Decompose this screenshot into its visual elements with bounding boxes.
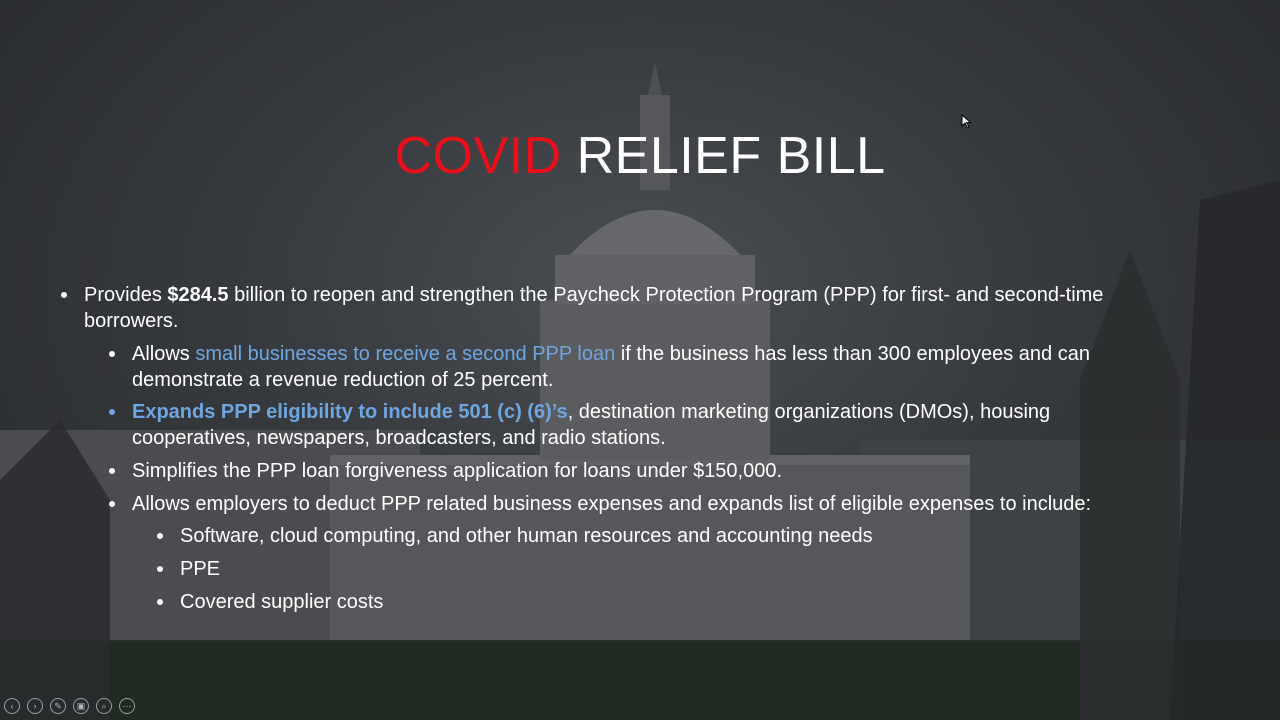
bullet-dot [109,409,115,415]
sub-bullet-supplier [180,589,1180,615]
bullet-dot [157,533,163,539]
funding-amount: $284.5 [167,284,229,306]
bullet-text: Software, cloud computing, and other human resources and accounting needs [180,525,873,547]
pen-icon[interactable]: ✎ [50,698,66,714]
bullet-dot [157,599,163,605]
bullet-text-line2: cooperatives, newspapers, broadcasters, and radio stations. [132,427,666,449]
bullet-dot [109,351,115,357]
bullet-dot [109,468,115,474]
slideshow-controls [4,698,135,716]
bullet-text: if the business has less than 300 employees and can [615,343,1090,365]
bullet-text: Simplifies the PPP loan forgiveness application for loans under $150,000. [132,460,783,482]
highlight-eligibility: Expands PPP eligibility to include 501 (c) (6)’s [132,401,568,423]
next-slide-icon[interactable]: › [27,698,43,714]
mouse-cursor-icon [961,114,973,130]
bullet-text: Allows [132,343,196,365]
bullet-forgiveness [132,458,1232,484]
bullet-expenses [132,491,1232,517]
bullet-dot [61,292,67,298]
more-options-icon[interactable]: ⋯ [119,698,135,714]
dome [565,210,745,260]
zoom-icon[interactable]: ⌕ [96,698,112,714]
slide-title [0,124,1280,188]
bullet-eligibility [132,399,1232,451]
bullet-second-loan [132,341,1232,393]
bullet-text-line2: demonstrate a revenue reduction of 25 percent. [132,369,554,391]
statue [648,62,662,95]
bullet-text-line2: borrowers. [84,310,179,332]
bullet-dot [157,566,163,572]
bullet-text: , destination marketing organizations (DMOs), housing [567,401,1051,423]
bullet-text: Provides [84,284,168,306]
title-red-word: COVID [394,127,562,185]
sub-bullet-ppe [180,556,1180,582]
bullet-text: Covered supplier costs [180,591,384,613]
previous-slide-icon[interactable]: ‹ [4,698,20,714]
sub-bullet-software [180,523,1180,549]
bullet-ppp-funding [84,282,1234,334]
bullet-text: Allows employers to deduct PPP related business expenses and expands list of eligible expenses to include: [132,493,1092,515]
bullet-dot [109,501,115,507]
see-all-slides-icon[interactable]: ▣ [73,698,89,714]
bullet-text: billion to reopen and strengthen the Paycheck Protection Program (PPP) for first- and second-time [228,284,1104,306]
title-white-words: RELIEF BILL [576,127,886,185]
bullet-text: PPE [180,558,221,580]
highlight-second-loan: small businesses to receive a second PPP loan [195,343,616,365]
